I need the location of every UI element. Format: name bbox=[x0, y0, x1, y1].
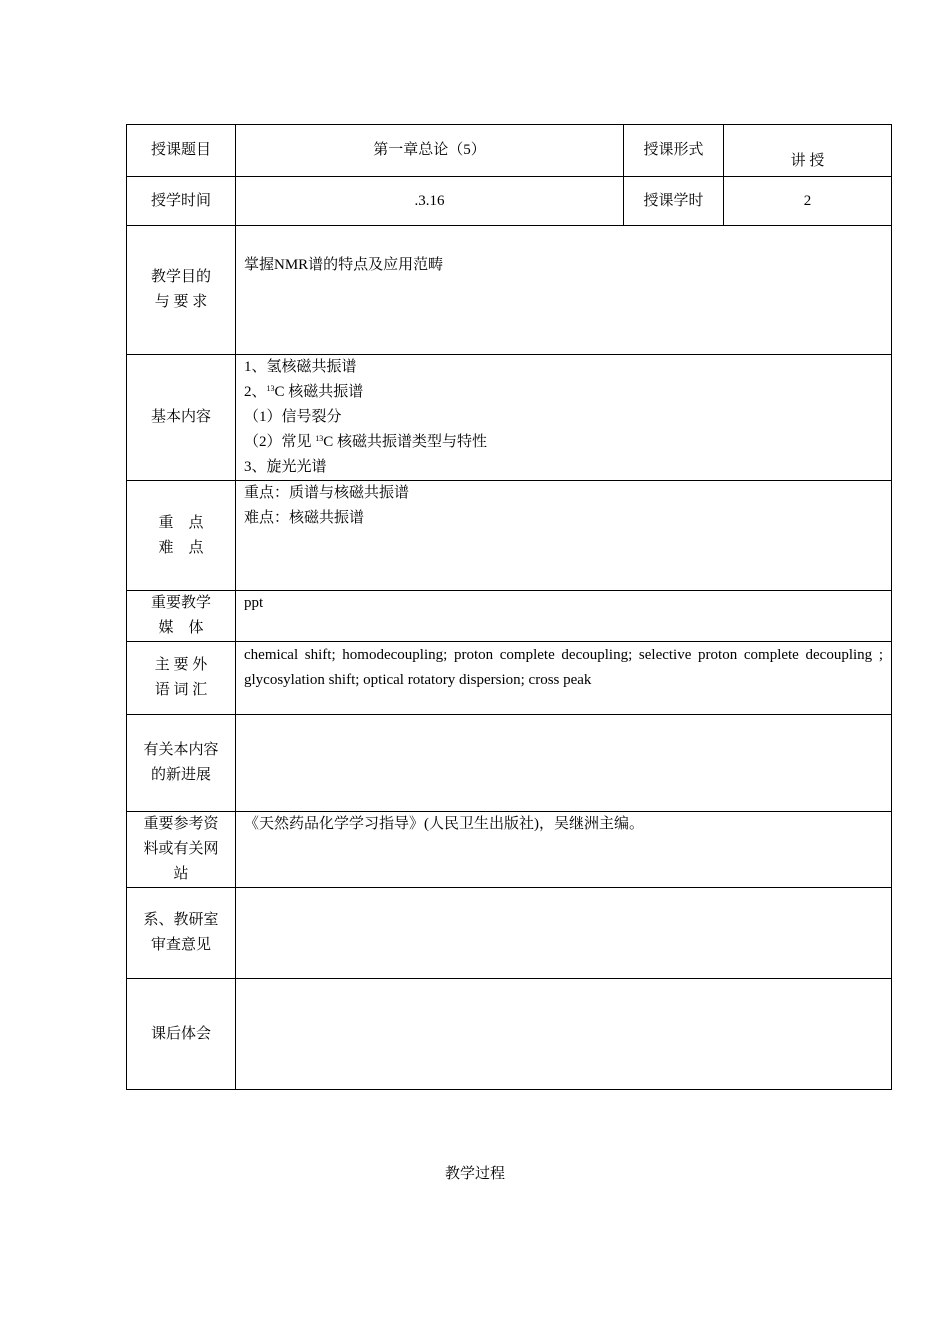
review-value bbox=[236, 888, 892, 979]
hours-label: 授课学时 bbox=[624, 177, 724, 226]
difficulty-point: 难点：核磁共振谱 bbox=[244, 510, 365, 526]
content-item-3: （1）信号裂分 bbox=[244, 409, 342, 425]
media-label-line1: 重要教学 bbox=[150, 595, 211, 611]
content-label: 基本内容 bbox=[127, 355, 236, 481]
teaching-process-heading: 教学过程 bbox=[444, 1166, 505, 1182]
references-label-line2: 料或有关网 bbox=[143, 841, 219, 857]
references-label-line3: 站 bbox=[173, 866, 189, 882]
format-value: 讲 授 bbox=[724, 125, 892, 177]
vocabulary-text: chemical shift; homodecoupling; proton complete decoupling; selective proton complete decoupling ; glycosylation shift; optical rotatory dispersion; cross peak bbox=[236, 642, 892, 715]
content-item-4 bbox=[244, 430, 883, 455]
media-value: ppt bbox=[236, 591, 892, 642]
references-text: 《天然药品化学学习指导》(人民卫生出版社)，吴继洲主编。 bbox=[236, 812, 892, 888]
objectives-label bbox=[127, 226, 236, 355]
media-label-line2: 媒 体 bbox=[158, 620, 204, 636]
media-row bbox=[127, 591, 892, 642]
reflection-value bbox=[236, 979, 892, 1090]
vocabulary-label-line1: 主 要 外 bbox=[154, 657, 208, 673]
content-item-4-sup: 13 bbox=[315, 434, 324, 443]
format-label: 授课形式 bbox=[624, 125, 724, 177]
key-points-row bbox=[127, 481, 892, 591]
time-row bbox=[127, 177, 892, 226]
key-points-label bbox=[127, 481, 236, 591]
progress-row bbox=[127, 715, 892, 812]
progress-label-line2: 的新进展 bbox=[150, 767, 211, 783]
objectives-text: 掌握NMR谱的特点及应用范畴 bbox=[236, 226, 892, 355]
key-points-text bbox=[236, 481, 892, 591]
topic-label: 授课题目 bbox=[127, 125, 236, 177]
references-label-line1: 重要参考资 bbox=[143, 816, 219, 832]
vocabulary-label bbox=[127, 642, 236, 715]
review-label-line1: 系、教研室 bbox=[143, 912, 219, 928]
hours-value: 2 bbox=[724, 177, 892, 226]
vocabulary-row bbox=[127, 642, 892, 715]
review-row bbox=[127, 888, 892, 979]
time-label: 授学时间 bbox=[127, 177, 236, 226]
key-points-label-line2: 难 点 bbox=[158, 539, 204, 556]
content-item-5: 3、旋光光谱 bbox=[244, 459, 327, 475]
objectives-row bbox=[127, 226, 892, 355]
references-row bbox=[127, 812, 892, 888]
lesson-plan-table bbox=[126, 124, 892, 1090]
content-item-1: 1、氢核磁共振谱 bbox=[244, 359, 357, 375]
progress-value bbox=[236, 715, 892, 812]
content-item-2-rest: C 核磁共振谱 bbox=[274, 384, 364, 400]
content-item-2-prefix: 2、 bbox=[244, 384, 267, 400]
vocabulary-label-line2: 语 词 汇 bbox=[154, 682, 208, 698]
content-list bbox=[236, 355, 892, 481]
progress-label-line1: 有关本内容 bbox=[143, 742, 219, 758]
content-item-2 bbox=[244, 380, 883, 405]
media-label bbox=[127, 591, 236, 642]
review-label-line2: 审查意见 bbox=[150, 937, 211, 953]
progress-label bbox=[127, 715, 236, 812]
reflection-row bbox=[127, 979, 892, 1090]
key-point: 重点：质谱与核磁共振谱 bbox=[244, 485, 410, 501]
content-item-2-sup: 13 bbox=[266, 384, 275, 393]
content-item-4-prefix: （2）常见 bbox=[244, 434, 316, 450]
review-label bbox=[127, 888, 236, 979]
content-row bbox=[127, 355, 892, 481]
objectives-label-line2: 与 要 求 bbox=[154, 294, 208, 310]
content-item-4-rest: C 核磁共振谱类型与特性 bbox=[323, 434, 488, 450]
key-points-label-line1: 重 点 bbox=[158, 514, 204, 531]
references-label bbox=[127, 812, 236, 888]
reflection-label: 课后体会 bbox=[127, 979, 236, 1090]
objectives-label-line1: 教学目的 bbox=[150, 269, 211, 285]
topic-value: 第一章总论（5） bbox=[236, 125, 624, 177]
topic-row bbox=[127, 125, 892, 177]
time-value: .3.16 bbox=[236, 177, 624, 226]
